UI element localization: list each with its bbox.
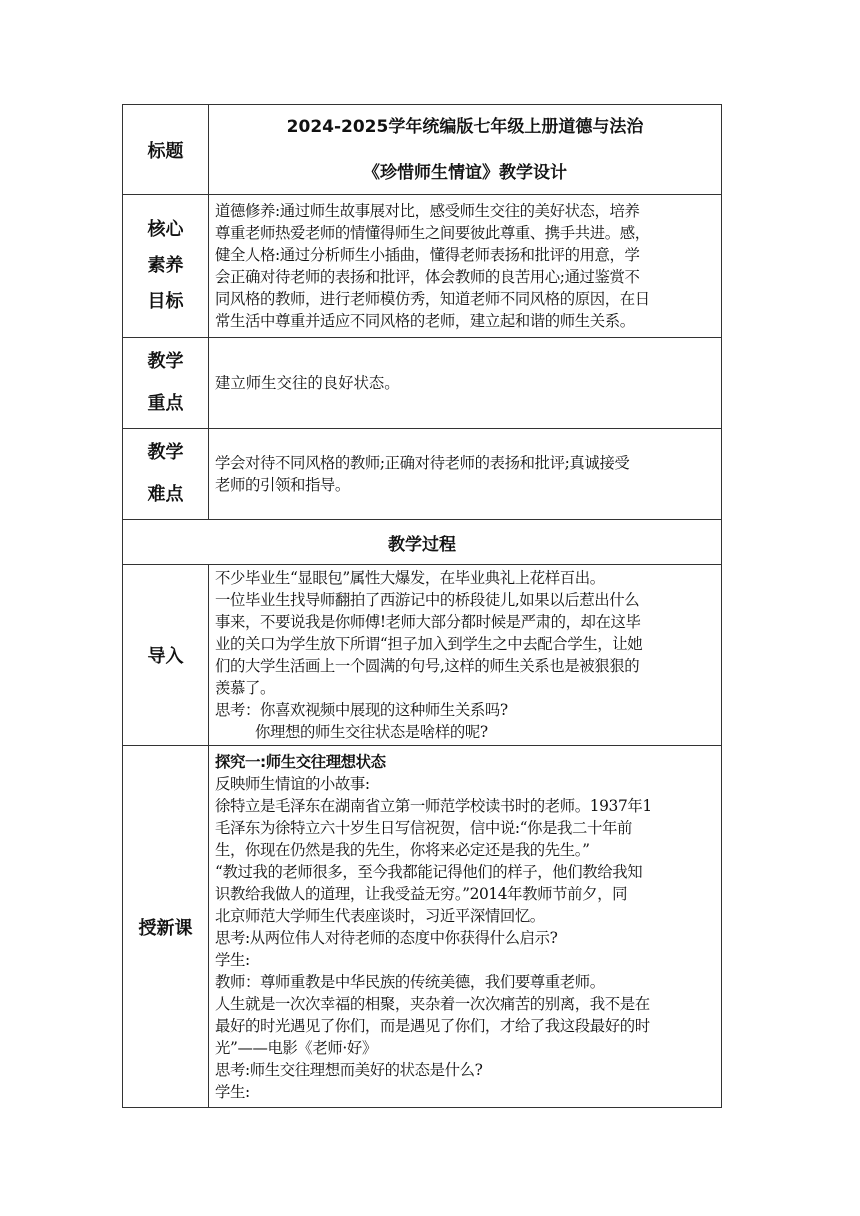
text-line: 一位毕业生找导师翻拍了西游记中的桥段徒儿,如果以后惹出什么: [215, 591, 640, 609]
text-line: 识教给我做人的道理，让我受益无穷。”2014年教师节前夕，同: [215, 884, 628, 903]
row-label-focus: [123, 338, 209, 429]
text-line: 毛泽东为徐特立六十岁生日写信祝贺，信中说:“你是我二十年前: [215, 818, 633, 837]
document-title: [209, 105, 722, 195]
row-label-difficulty: [123, 429, 209, 520]
text-line: 道德修养:通过师生故事展对比，感受师生交往的美好状态，培养: [215, 202, 640, 220]
text-line: 同风格的教师，进行老师模仿秀，知道老师不同风格的原因，在日: [215, 290, 650, 308]
intro-content: [209, 565, 722, 746]
difficulty-row: [123, 429, 722, 520]
focus-content: [209, 338, 722, 429]
title-line-2: 《珍惜师生情谊》教学设计: [363, 162, 567, 183]
text-line: 老师的引领和指导。: [215, 476, 350, 494]
intro-row: [123, 565, 722, 746]
subsection-heading: 探究一:师生交往理想状态: [215, 752, 386, 771]
goals-row: [123, 195, 722, 338]
label-char: 教学: [147, 442, 184, 463]
label-char: 目标: [147, 291, 184, 312]
text-line: 人生就是一次次幸福的相聚，夹杂着一次次痛苦的别离，我不是在: [215, 994, 650, 1013]
text-line: 北京师范大学师生代表座谈时，习近平深情回忆。: [215, 906, 545, 925]
text-line: 思考:师生交往理想而美好的状态是什么?: [215, 1060, 483, 1079]
text-line: 业的关口为学生放下所谓“担子加入到学生之中去配合学生，让她: [215, 635, 643, 653]
label-char: 教学: [147, 351, 184, 372]
text-line: 会正确对待老师的表扬和批评，体会教师的良苦用心;通过鉴赏不: [215, 268, 640, 286]
row-label-title: 标题: [123, 105, 209, 195]
text-line: 学生:: [215, 1082, 250, 1101]
text-line: 不少毕业生“显眼包”属性大爆发，在毕业典礼上花样百出。: [215, 569, 605, 587]
text-line: 反映师生情谊的小故事:: [215, 774, 370, 793]
label-char: 重点: [147, 393, 184, 414]
text-line: 最好的时光遇见了你们，而是遇见了你们，才给了我这段最好的时: [215, 1016, 650, 1035]
label-char: 素养: [147, 255, 184, 276]
focus-row: [123, 338, 722, 429]
label-char: 核心: [147, 219, 184, 240]
title-line-1: 2024-2025学年统编版七年级上册道德与法治: [286, 116, 644, 137]
text-line: 思考:从两位伟人对待老师的态度中你获得什么启示?: [215, 928, 558, 947]
text-line: 尊重老师热爱老师的情懂得师生之间要彼此尊重、携手共进。感，: [215, 224, 650, 242]
text-line: 建立师生交往的良好状态。: [215, 374, 400, 392]
text-line: “教过我的老师很多，至今我都能记得他们的样子，他们教给我知: [215, 862, 643, 881]
text-line: 羡慕了。: [215, 679, 275, 697]
text-line: 你理想的师生交往状态是啥样的呢?: [255, 723, 488, 741]
difficulty-content: [209, 429, 722, 520]
text-line: 常生活中尊重并适应不同风格的老师，建立起和谐的师生关系。: [215, 312, 635, 330]
text-line: 徐特立是毛泽东在湖南省立第一师范学校读书时的老师。1937年1: [215, 796, 652, 815]
text-line: 思考：你喜欢视频中展现的这种师生关系吗?: [215, 701, 508, 719]
section-heading: 教学过程: [123, 520, 722, 565]
lesson-plan-table: [122, 104, 722, 1108]
process-heading-row: [123, 520, 722, 565]
row-label-intro: 导入: [123, 565, 209, 746]
goals-content: [209, 195, 722, 338]
text-line: 学生:: [215, 950, 250, 969]
new-lesson-content: [209, 746, 722, 1108]
title-row: [123, 105, 722, 195]
row-label-goals: [123, 195, 209, 338]
row-label-new-lesson: 授新课: [123, 746, 209, 1108]
text-line: 事来，不要说我是你师傅!老师大部分都时候是严肃的，却在这毕: [215, 613, 641, 631]
text-line: 们的大学生活画上一个圆满的句号,这样的师生关系也是被狠狠的: [215, 657, 640, 675]
text-line: 健全人格:通过分析师生小插曲，懂得老师表扬和批评的用意，学: [215, 246, 640, 264]
text-line: 光”——电影《老师·好》: [215, 1038, 377, 1057]
text-line: 生，你现在仍然是我的先生，你将来必定还是我的先生。”: [215, 840, 590, 859]
text-line: 教师：尊师重教是中华民族的传统美德，我们要尊重老师。: [215, 972, 605, 991]
text-line: 学会对待不同风格的教师;正确对待老师的表扬和批评;真诚接受: [215, 454, 630, 472]
new-lesson-row: [123, 746, 722, 1108]
label-char: 难点: [147, 484, 184, 505]
